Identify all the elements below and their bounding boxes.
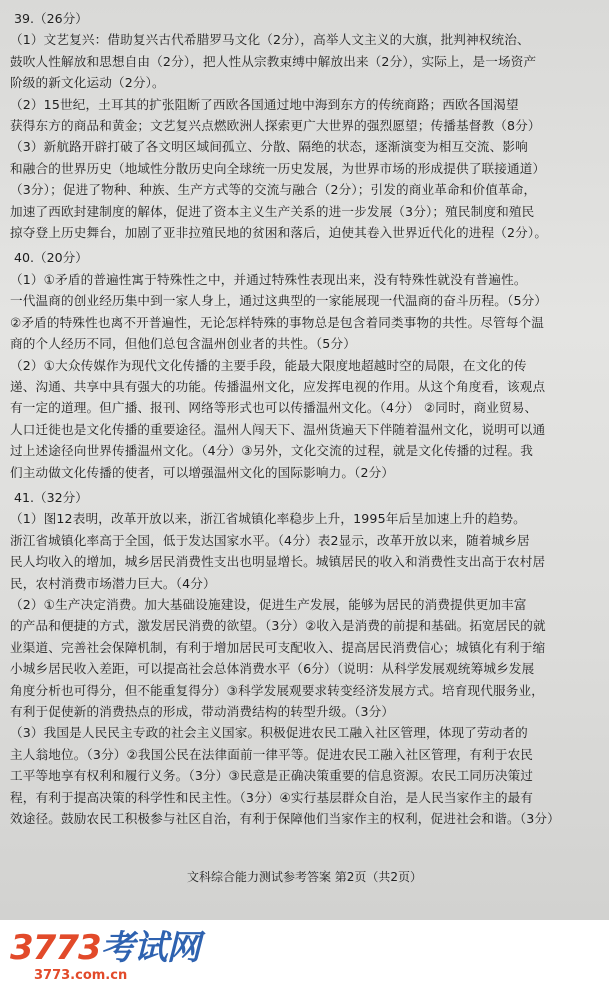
q39-line: （2）15世纪，土耳其的扩张阻断了西欧各国通过地中海到东方的传统商路；西欧各国渴望 <box>10 96 519 112</box>
page-footer: 文科综合能力测试参考答案 第2页（共2页） <box>186 870 423 884</box>
q39-line: 阶级的新文化运动（2分）。 <box>10 75 165 91</box>
q40-line: （1）①矛盾的普遍性寓于特殊性之中，并通过特殊性表现出来，没有特殊性就没有普遍性。 <box>10 271 527 287</box>
question-39-heading: 39.（26分） <box>14 11 88 26</box>
q41-line: 小城乡居民收入差距，可以提高社会总体消费水平（6分）（说明：从科学发展观统筹城乡发展 <box>10 661 535 677</box>
q41-line: 主人翁地位。（3分）②我国公民在法律面前一律平等。促进农民工融入社区管理，有利于农民 <box>10 746 534 762</box>
q39-line: （1）文艺复兴：借助复兴古代希腊罗马文化（2分），高举人文主义的大旗，批判神权统治、 <box>10 32 530 48</box>
q40-line: 们主动做文化传播的使者，可以增强温州文化的国际影响力。（2分） <box>10 464 395 480</box>
q41-line: 民，农村消费市场潜力巨大。（4分） <box>10 575 216 591</box>
question-40-heading: 40.（20分） <box>14 250 88 266</box>
q39-line: 和融合的世界历史（地域性分散历史向全球统一历史发展，为世界市场的形成提供了联接通道） <box>10 160 546 176</box>
q41-line: （1）图12表明，改革开放以来，浙江省城镇化率稳步上升，1995年后呈加速上升的趋势。 <box>10 511 526 527</box>
q40-line: 人口迁徙也是文化传播的重要途径。温州人闯天下、温州货遍天下伴随着温州文化，说明可以通 <box>10 421 546 437</box>
q39-line: 掠夺登上历史舞台，加剧了亚非拉殖民地的贫困和落后，迫使其卷入世界近代化的进程（2分）。 <box>10 225 548 241</box>
watermark-url: 3773.com.cn <box>34 968 128 983</box>
q39-line: （3）新航路开辟打破了各文明区域间孤立、分散、隔绝的状态，逐渐演变为相互交流、影响 <box>10 139 528 155</box>
q39-line: （3分）；促进了物种、种族、生产方式等的交流与融合（2分）；引发的商业革命和价值革命， <box>10 182 537 198</box>
question-41 <box>10 487 599 830</box>
q41-line: 浙江省城镇化率高于全国，低于发达国家水平。（4分）表2显示，改革开放以来，随着城乡居 <box>10 532 530 548</box>
q41-line: 的产品和便捷的方式，激发居民消费的欲望。（3分）②收入是消费的前提和基础。拓宽居民的就 <box>10 618 546 634</box>
q40-line: 商的个人经历不同，但他们总包含温州创业者的共性。（5分） <box>10 336 356 352</box>
q40-line: 有一定的道理。但广播、报刊、网络等形式也可以传播温州文化。（4分） ②同时，商业贸易、 <box>10 400 538 416</box>
question-41-heading: 41.（32分） <box>14 489 88 505</box>
q41-line: （3）我国是人民民主专政的社会主义国家。积极促进农民工融入社区管理，体现了劳动者的 <box>10 725 528 741</box>
watermark-logo-text <box>10 928 210 968</box>
watermark-logo-red: 3773 <box>10 928 101 968</box>
q39-line: 获得东方的商品和黄金；文艺复兴点燃欧洲人探索更广大世界的强烈愿望；传播基督教（8分） <box>10 118 541 134</box>
watermark-logo-blue: 考试网 <box>100 928 200 968</box>
q41-line: 有利于促使新的消费热点的形成，带动消费结构的转型升级。（3分） <box>10 704 395 719</box>
q41-line: 程，有利于提高决策的科学性和民主性。（3分）④实行基层群众自治，是人民当家作主的最有 <box>10 789 534 805</box>
q41-line: 民人均收入的增加，城乡居民消费性支出也明显增长。城镇居民的收入和消费性支出高于农村居 <box>10 554 546 570</box>
q41-line: 业渠道、完善社会保障机制，有利于增加居民可支配收入、提高居民消费信心；城镇化有利于缩 <box>10 639 546 655</box>
q40-line: 一代温商的创业经历集中到一家人身上，通过这典型的一家能展现一代温商的奋斗历程。（5分） <box>10 293 548 309</box>
q41-line: 效途径。鼓励农民工积极参与社区自治，有利于保障他们当家作主的权利，促进社会和谐。（3分） <box>10 811 560 827</box>
q40-line: （2）①大众传媒作为现代文化传播的主要手段，能最大限度地超越时空的局限，在文化的传 <box>10 357 527 373</box>
q41-line: 角度分析也可得分，但不能重复得分）③科学发展观要求转变经济发展方式。培育现代服务业， <box>10 682 544 698</box>
site-watermark-logo <box>10 928 210 998</box>
q41-line: 工平等地享有权利和履行义务。（3分）③民意是正确决策重要的信息资源。农民工同历决策过 <box>10 768 534 784</box>
q40-line: 过上述途径向世界传播温州文化。（4分）③另外，文化交流的过程，就是文化传播的过程。我 <box>10 443 534 459</box>
q40-line: ②矛盾的特殊性也离不开普遍性，无论怎样特殊的事物总是包含着同类事物的共性。尽管每个温 <box>10 314 544 330</box>
q39-line: 鼓吹人性解放和思想自由（2分），把人性从宗教束缚中解放出来（2分），实际上，是一场资产 <box>10 53 537 69</box>
q40-line: 递、沟通、共享中具有强大的功能。传播温州文化，应发挥电视的作用。从这个角度看，该观点 <box>10 378 546 394</box>
q41-line: （2）①生产决定消费。加大基础设施建设，促进生产发展，能够为居民的消费提供更加丰富 <box>10 596 527 612</box>
question-39 <box>10 8 599 243</box>
q39-line: 加速了西欧封建制度的解体，促进了资本主义生产关系的进一步发展（3分）；殖民制度和殖民 <box>10 203 535 219</box>
question-40 <box>10 247 599 482</box>
